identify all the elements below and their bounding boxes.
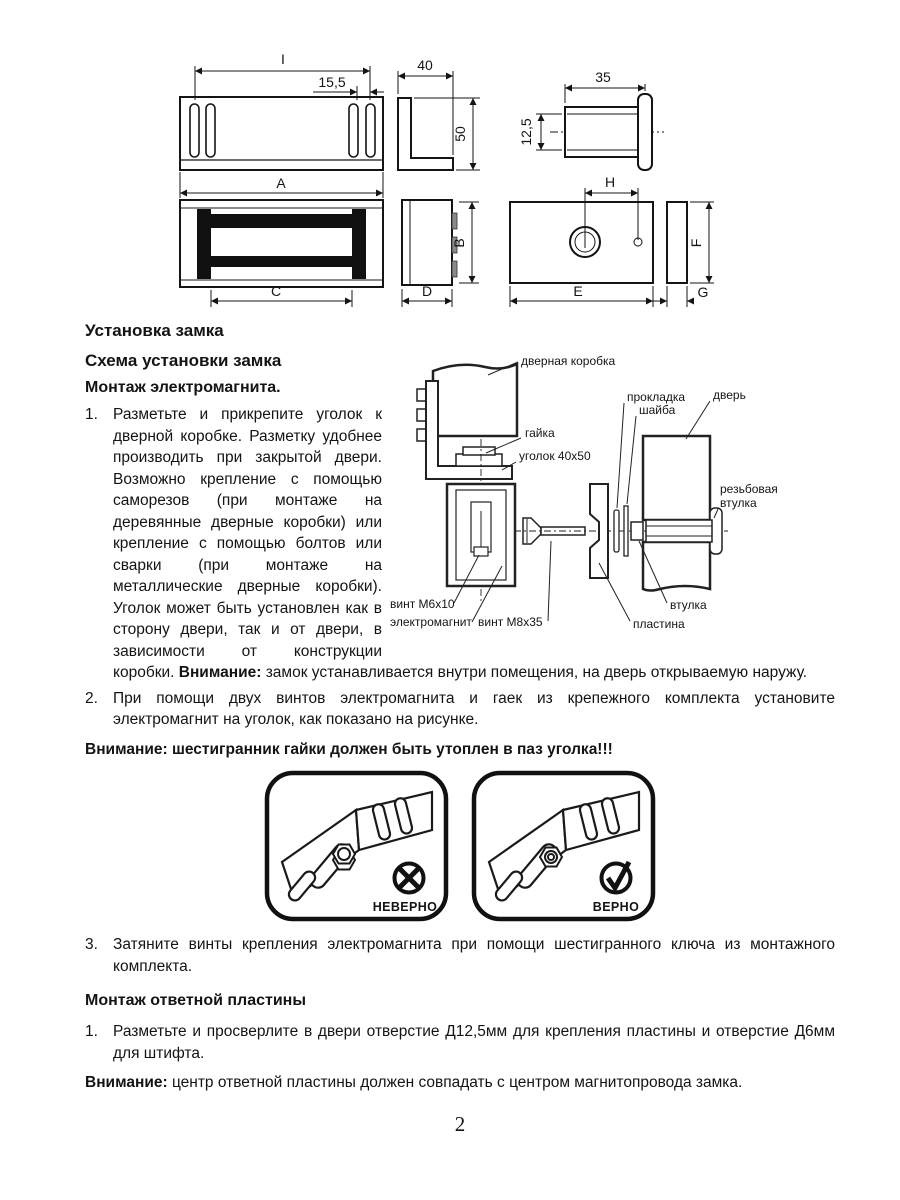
step-text: Разметьте и просверлите в двери отверстие Д12,5мм для крепления пластины и отверстие Д6мм для штифта. [113, 1023, 835, 1062]
attention-inline: Внимание: [85, 1074, 168, 1091]
step-number: 3. [85, 936, 98, 953]
step-text: При помощи двух винтов электромагнита и гаек из крепежного комплекта установите электромагнит на уголок, как показано на рисунке. [113, 689, 835, 728]
plate-front-view-drawing [510, 202, 653, 283]
plate-step-1 [85, 1021, 835, 1064]
scheme-label-door-frame: дверная коробка [521, 354, 616, 368]
scheme-label-gasket: прокладка [627, 390, 686, 404]
attention-inline: Внимание: [178, 664, 262, 681]
scheme-label-door: дверь [713, 388, 746, 402]
dim-label-c: C [270, 283, 282, 299]
scheme-label-bushing: втулка [670, 598, 707, 612]
step-text-after: замок устанавливается внутри помещения, на дверь открываемую наружу. [261, 664, 808, 681]
section-title-magnet-mounting: Монтаж электромагнита. [85, 379, 281, 396]
step-text: Разметьте и прикрепите уголок к дверной коробке. Разметку удобнее производить при закрытой двери. Возможно крепление с помощью саморезов (при монтаже на деревянные дверные коробки) или крепление с помощью болтов или сварки (при монтаже на металлические дверные коробки). Уголок может быть установлен как в сторону двери, так и от двери, в зависимости от конструкции коробки. [113, 406, 382, 681]
tile-wrong [264, 770, 449, 922]
bracket-top-view-drawing [180, 97, 383, 170]
scheme-label-electromagnet: электромагнит [390, 615, 472, 629]
scheme-label-washer: шайба [639, 403, 676, 417]
dim-label-a: A [276, 175, 286, 191]
tile-correct [471, 770, 656, 922]
scheme-label-screw-m8: винт М8х35 [478, 615, 543, 629]
document-body [0, 321, 900, 1137]
scheme-label-threaded-bushing-1: резьбовая [720, 482, 778, 496]
page-number: 2 [454, 1111, 466, 1136]
magnet-step-2 [85, 688, 835, 731]
dim-label-e: E [573, 283, 583, 299]
step-number: 2. [85, 689, 98, 707]
section-title-plate-mounting: Монтаж ответной пластины [85, 992, 306, 1009]
dim-label-15-5: 15,5 [318, 74, 346, 90]
scheme-label-plate: пластина [633, 617, 685, 631]
dim-label-d: D [421, 283, 433, 299]
dim-label-50: 50 [452, 126, 468, 142]
dim-label-b: B [451, 238, 467, 248]
magnet-side-view-drawing [402, 200, 457, 285]
scheme-label-nut: гайка [525, 426, 555, 440]
section-title-installation: Установка замка [85, 321, 224, 340]
dim-label-h: H [604, 174, 616, 190]
dim-label-i: I [281, 51, 285, 67]
dim-label-40: 40 [417, 57, 433, 73]
step-text: Затяните винты крепления электромагнита при помощи шестигранного ключа из монтажного комплекта. [113, 936, 835, 975]
magnet-step-1 [85, 404, 835, 684]
section-title-scheme: Схема установки замка [85, 351, 282, 370]
tile-correct-label: ВЕРНО [592, 900, 640, 914]
warning-plate-center [85, 1072, 835, 1094]
warning-nut-recessed: Внимание: шестигранник гайки должен быть утоплен в паз уголка!!! [85, 740, 613, 758]
step-number: 1. [85, 406, 98, 423]
dimension-drawings [0, 0, 900, 312]
nut-recessed [540, 848, 562, 867]
magnet-step-3 [85, 934, 835, 977]
bushing-drawing [550, 94, 664, 170]
wrong-correct-tiles [85, 770, 835, 922]
step-number: 1. [85, 1023, 98, 1040]
scheme-label-angle: уголок 40x50 [519, 449, 591, 463]
dim-label-f: F [688, 238, 704, 248]
bracket-side-view-drawing [398, 98, 453, 170]
scheme-label-screw-m6: винт М6х10 [390, 597, 455, 611]
scheme-label-threaded-bushing-2: втулка [720, 496, 757, 510]
nut-raised [333, 845, 355, 870]
dim-label-g: G [697, 284, 709, 300]
warning-text: центр ответной пластины должен совпадать с центром магнитопровода замка. [167, 1074, 743, 1091]
magnet-front-view-drawing [180, 200, 383, 287]
plate-side-view-drawing [667, 202, 687, 283]
dim-label-12-5: 12,5 [518, 118, 534, 146]
dim-label-35: 35 [595, 69, 611, 85]
tile-wrong-label: НЕВЕРНО [372, 900, 438, 914]
